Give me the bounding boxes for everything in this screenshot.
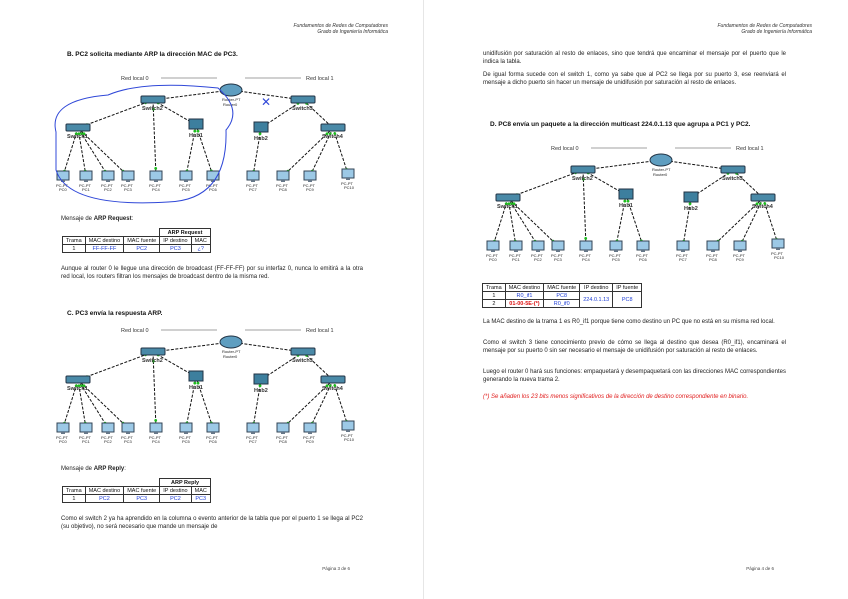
hub-icon [254, 374, 268, 384]
pc-type-label: PC-PT [276, 435, 288, 440]
pc-icon [304, 171, 316, 180]
pc-stand-icon [776, 248, 780, 250]
page-4 [424, 0, 848, 599]
switch-icon [291, 96, 315, 103]
pc-stand-icon [184, 180, 188, 182]
pc-label: PC5 [182, 187, 190, 192]
table-header-row: Trama MAC destino MAC fuente IP destino MAC [63, 237, 211, 245]
link-status-dot [154, 167, 157, 170]
table-row: 2 01-00-5E-(*) R0_if0 [483, 300, 642, 308]
section-c-heading: C. PC3 envía la respuesta ARP. [67, 310, 163, 317]
switch-icon [141, 96, 165, 103]
switch-label: Switch4 [322, 134, 343, 140]
switch-label: Switch2 [572, 176, 593, 182]
paragraph-unicast: unidifusión por saturación al resto de enlaces, sino que tendrá que encaminar el mensaje por el puerto que le indica la tabla. [483, 51, 786, 65]
pc-label: PC0 [489, 257, 497, 262]
pc-label: PC5 [612, 257, 620, 262]
pc-icon [677, 241, 689, 250]
switch-icon [291, 348, 315, 355]
pc-label: PC2 [534, 257, 542, 262]
pc-label: PC10 [774, 255, 785, 260]
pc-stand-icon [84, 432, 88, 434]
pc-stand-icon [61, 432, 65, 434]
pc-type-label: PC-PT [341, 433, 353, 438]
pc-stand-icon [251, 180, 255, 182]
pc-stand-icon [491, 250, 495, 252]
pc-stand-icon [281, 180, 285, 182]
table-header-row: Trama MAC destino MAC fuente IP destino IP fuente [483, 284, 642, 292]
pc-type-label: PC-PT [276, 183, 288, 188]
link-status-dot [584, 237, 587, 240]
table-row: 1 R0_if1 PC8 224.0.1.13 PC8 [483, 292, 642, 300]
pc-type-label: PC-PT [101, 183, 113, 188]
pc-stand-icon [281, 432, 285, 434]
pc-stand-icon [126, 432, 130, 434]
pc-label: PC6 [209, 187, 217, 192]
paragraph-broadcast: Aunque al router 0 le llegue una dirección de broadcast (FF-FF-FF) por su interfaz 0, nunca lo emitirá a la otra red local, los routers filtran los mensajes de broadcast dentro de la misma red. [61, 266, 363, 280]
pc-icon [707, 241, 719, 250]
pc-type-label: PC-PT [733, 253, 745, 258]
hub-icon [189, 119, 203, 129]
switch-icon [571, 166, 595, 173]
pc-icon [102, 423, 114, 432]
pc-type-label: PC-PT [121, 435, 133, 440]
pc-label: PC7 [679, 257, 687, 262]
hub-label: Hub1 [189, 133, 203, 139]
hub-icon [684, 192, 698, 202]
hub-icon [254, 122, 268, 132]
pc-stand-icon [681, 250, 685, 252]
pc-type-label: PC-PT [509, 253, 521, 258]
switch-icon [66, 376, 90, 383]
pc-stand-icon [346, 178, 350, 180]
pc-label: PC8 [279, 187, 287, 192]
router-type-label: Router-PT [222, 349, 241, 354]
blocked-link-icon: ✕ [261, 95, 272, 109]
network-figure-d [478, 140, 798, 264]
pc-label: PC3 [124, 439, 132, 444]
router-icon [220, 84, 242, 96]
pc-icon [772, 239, 784, 248]
pc-icon [122, 171, 134, 180]
table-row: 1 PC2 PC3 PC2 PC3 [63, 495, 211, 503]
arp-request-table [62, 228, 211, 253]
arp-reply-table [62, 478, 211, 503]
pc-stand-icon [154, 180, 158, 182]
hub-label: Hub2 [684, 206, 698, 212]
pc-icon [150, 423, 162, 432]
switch-icon [321, 124, 345, 131]
header-course: Fundamentos de Redes de Computadores [717, 23, 812, 29]
pc-icon [734, 241, 746, 250]
pc-icon [510, 241, 522, 250]
pc-label: PC8 [279, 439, 287, 444]
pc-icon [342, 421, 354, 430]
pc-icon [342, 169, 354, 178]
router-type-label: Router-PT [652, 167, 671, 172]
pc-label: PC5 [182, 439, 190, 444]
pc-type-label: PC-PT [149, 183, 161, 188]
pc-type-label: PC-PT [56, 435, 68, 440]
pc-icon [80, 171, 92, 180]
pc-stand-icon [738, 250, 742, 252]
lan1-label: Red local 1 [736, 146, 764, 152]
pc-stand-icon [614, 250, 618, 252]
page-number: Página 3 de 6 [322, 566, 350, 571]
switch-label: Switch4 [752, 204, 773, 210]
page-header [717, 23, 812, 35]
pc-type-label: PC-PT [676, 253, 688, 258]
pc-label: PC6 [209, 439, 217, 444]
switch-icon [751, 194, 775, 201]
pc-label: PC10 [344, 437, 355, 442]
pc-icon [57, 423, 69, 432]
arp-request-caption: Mensaje de ARP Request: [61, 216, 134, 222]
table-group-header: ARP Reply [160, 479, 211, 487]
page-number: Página 4 de 6 [746, 566, 774, 571]
network-figure-b [48, 70, 368, 210]
lan1-label: Red local 1 [306, 76, 334, 82]
table-header-row: Trama MAC destino MAC fuente IP destino MAC [63, 487, 211, 495]
pc-label: PC4 [152, 439, 160, 444]
pc-type-label: PC-PT [179, 435, 191, 440]
pc-stand-icon [106, 180, 110, 182]
pc-type-label: PC-PT [486, 253, 498, 258]
hub-label: Hub1 [189, 385, 203, 391]
router-type-label: Router-PT [222, 97, 241, 102]
pc-type-label: PC-PT [579, 253, 591, 258]
switch-label: Switch1 [67, 134, 88, 140]
pc-label: PC3 [124, 187, 132, 192]
lan0-label: Red local 0 [121, 328, 149, 334]
pc-icon [180, 171, 192, 180]
pc-type-label: PC-PT [206, 435, 218, 440]
pc-type-label: PC-PT [179, 183, 191, 188]
link-status-dot [259, 384, 262, 387]
switch-label: Switch1 [67, 386, 88, 392]
pc-label: PC1 [512, 257, 520, 262]
header-degree: Grado de Ingeniería Informática [741, 29, 812, 35]
switch-label: Switch2 [142, 106, 163, 112]
header-course: Fundamentos de Redes de Computadores [293, 23, 388, 29]
router-name-label: Router0 [653, 172, 668, 177]
pc-icon [487, 241, 499, 250]
page-header [293, 23, 388, 35]
pc-icon [580, 241, 592, 250]
router-name-label: Router0 [223, 354, 238, 359]
pc-type-label: PC-PT [771, 251, 783, 256]
pc-icon [277, 423, 289, 432]
lan1-label: Red local 1 [306, 328, 334, 334]
pc-icon [122, 423, 134, 432]
pc-icon [102, 171, 114, 180]
switch-label: Switch1 [497, 204, 518, 210]
arp-reply-caption: Mensaje de ARP Reply: [61, 466, 126, 472]
pc-stand-icon [251, 432, 255, 434]
pc-label: PC9 [306, 187, 314, 192]
switch-icon [66, 124, 90, 131]
header-degree: Grado de Ingeniería Informática [317, 29, 388, 35]
pc-icon [637, 241, 649, 250]
pc-type-label: PC-PT [79, 183, 91, 188]
paragraph-switch1: De igual forma sucede con el switch 1, como ya sabe que al PC2 se llega por su puerto 3, ese reenviará el mensaje a dicho puerto sin hacer un mensaje de unidifusión por saturación al resto de enlaces. [483, 72, 786, 86]
pc-stand-icon [346, 430, 350, 432]
switch-icon [141, 348, 165, 355]
pc-label: PC2 [104, 187, 112, 192]
pc-type-label: PC-PT [101, 435, 113, 440]
pc-type-label: PC-PT [206, 183, 218, 188]
pc-icon [207, 423, 219, 432]
pc-label: PC9 [306, 439, 314, 444]
section-b-heading: B. PC2 solicita mediante ARP la dirección MAC de PC3. [67, 51, 238, 58]
paragraph-switch3: Como el switch 3 tiene conocimiento previo de cómo se llega al destino que desea (R0_if1), encaminará el mensaje por su puerto 0 sin ser necesario el mensaje de unidifusión por saturación al resto de enlaces. [483, 340, 786, 354]
table-group-header: ARP Request [160, 229, 211, 237]
pc-icon [80, 423, 92, 432]
pc-type-label: PC-PT [303, 183, 315, 188]
switch-label: Switch2 [142, 358, 163, 364]
pc-stand-icon [84, 180, 88, 182]
pc-icon [150, 171, 162, 180]
pc-label: PC10 [344, 185, 355, 190]
switch-label: Switch3 [722, 176, 743, 182]
pc-type-label: PC-PT [706, 253, 718, 258]
pc-stand-icon [184, 432, 188, 434]
network-figure-c [48, 322, 368, 446]
table-row: 1 FF-FF-FF PC2 PC3 ¿? [63, 245, 211, 253]
pc-stand-icon [308, 180, 312, 182]
pc-label: PC4 [582, 257, 590, 262]
router-icon [650, 154, 672, 166]
switch-label: Switch4 [322, 386, 343, 392]
pc-stand-icon [711, 250, 715, 252]
switch-label: Switch3 [292, 358, 313, 364]
hub-label: Hub2 [254, 136, 268, 142]
pc-label: PC0 [59, 187, 67, 192]
pc-type-label: PC-PT [531, 253, 543, 258]
pc-icon [610, 241, 622, 250]
paragraph-switch2: Como el switch 2 ya ha aprendido en la columna o evento anterior de la tabla que por el puerto 1 se llega al PC2 (su objetivo), no será necesario que mande un mensaje de [61, 516, 363, 530]
pc-icon [552, 241, 564, 250]
pc-stand-icon [106, 432, 110, 434]
pc-stand-icon [536, 250, 540, 252]
paragraph-trama1: La MAC destino de la trama 1 es R0_if1 porque tiene como destino un PC que no está en su misma red local. [483, 319, 775, 325]
pc-type-label: PC-PT [609, 253, 621, 258]
pc-label: PC7 [249, 187, 257, 192]
pc-type-label: PC-PT [149, 435, 161, 440]
lan0-label: Red local 0 [551, 146, 579, 152]
pc-stand-icon [211, 432, 215, 434]
pc-type-label: PC-PT [303, 435, 315, 440]
pc-stand-icon [126, 180, 130, 182]
pc-type-label: PC-PT [56, 183, 68, 188]
footnote: (*) Se añaden los 23 bits menos significativos de la dirección de destino correspondiente en binario. [483, 394, 749, 400]
pc-icon [180, 423, 192, 432]
paragraph-router: Luego el router 0 hará sus funciones: empaquetará y desempaquetará con las direcciones MAC correspondientes generando la nueva trama 2. [483, 369, 786, 383]
hub-icon [189, 371, 203, 381]
pc-label: PC9 [736, 257, 744, 262]
section-d-heading: D. PC8 envía un paquete a la dirección multicast 224.0.1.13 que agrupa a PC1 y PC2. [490, 121, 751, 128]
switch-icon [321, 376, 345, 383]
switch-icon [496, 194, 520, 201]
link-status-dot [689, 202, 692, 205]
router-icon [220, 336, 242, 348]
pc-type-label: PC-PT [636, 253, 648, 258]
hub-icon [619, 189, 633, 199]
pc-label: PC8 [709, 257, 717, 262]
pc-stand-icon [514, 250, 518, 252]
link-status-dot [154, 419, 157, 422]
pc-label: PC1 [82, 187, 90, 192]
pc-type-label: PC-PT [121, 183, 133, 188]
pc-type-label: PC-PT [246, 183, 258, 188]
pc-stand-icon [556, 250, 560, 252]
pc-stand-icon [641, 250, 645, 252]
switch-icon [721, 166, 745, 173]
pc-label: PC4 [152, 187, 160, 192]
pc-type-label: PC-PT [79, 435, 91, 440]
pc-label: PC3 [554, 257, 562, 262]
pc-label: PC7 [249, 439, 257, 444]
pc-label: PC1 [82, 439, 90, 444]
pc-stand-icon [154, 432, 158, 434]
pc-type-label: PC-PT [551, 253, 563, 258]
lan0-label: Red local 0 [121, 76, 149, 82]
pc-icon [304, 423, 316, 432]
pc-icon [247, 171, 259, 180]
pc-icon [277, 171, 289, 180]
link-status-dot [259, 132, 262, 135]
pc-type-label: PC-PT [246, 435, 258, 440]
hub-label: Hub2 [254, 388, 268, 394]
switch-label: Switch3 [292, 106, 313, 112]
pc-stand-icon [308, 432, 312, 434]
pc-icon [247, 423, 259, 432]
multicast-table [482, 283, 642, 308]
pc-icon [532, 241, 544, 250]
pc-label: PC6 [639, 257, 647, 262]
pc-type-label: PC-PT [341, 181, 353, 186]
hub-label: Hub1 [619, 203, 633, 209]
router-name-label: Router0 [223, 102, 238, 107]
pc-label: PC2 [104, 439, 112, 444]
pc-label: PC0 [59, 439, 67, 444]
pc-stand-icon [584, 250, 588, 252]
